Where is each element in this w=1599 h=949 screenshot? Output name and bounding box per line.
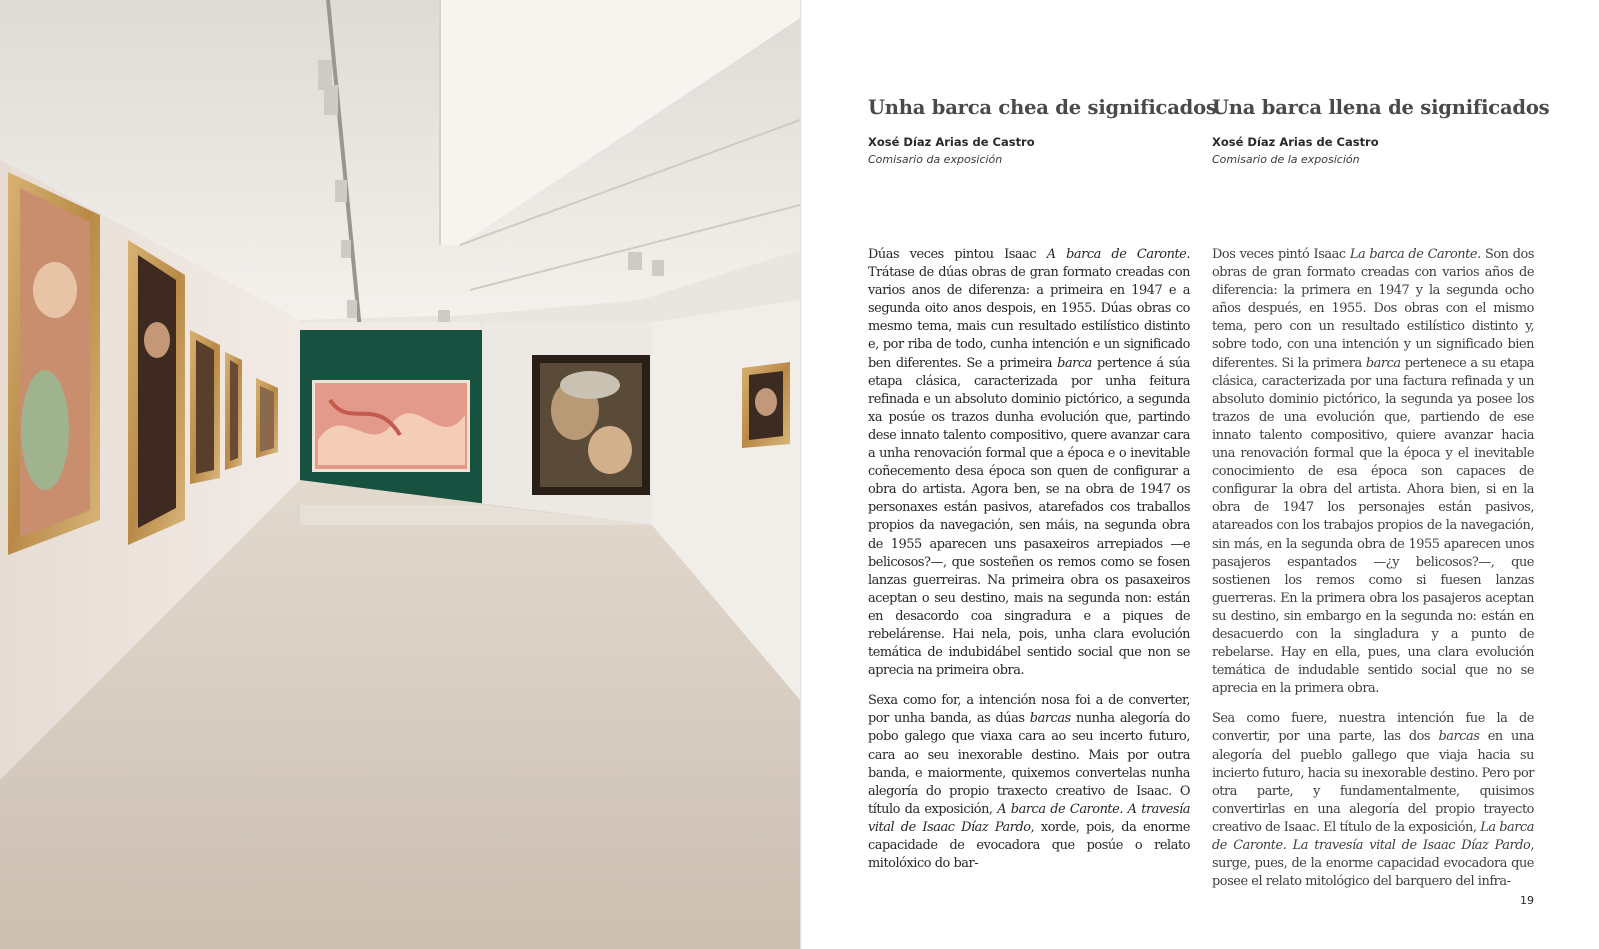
- spanish-author: Xosé Díaz Arias de Castro: [1212, 135, 1379, 149]
- italic-title-run: A barca de Caronte. A travesía vital de Isaac Díaz Pardo: [868, 801, 1190, 835]
- spanish-role: Comisario de la exposición: [1212, 153, 1360, 166]
- galician-title: Unha barca chea de significados: [868, 96, 1217, 119]
- galician-body: [868, 246, 1190, 885]
- galician-paragraph-1: Dúas veces pintou Isaac A barca de Caronte. Trátase de dúas obras de gran formato creadas con varios anos de diferenza: a primeira en 1947 e a segunda oito anos despois, en 1955. Dúas obras co mesmo tema, mais cun resultado estilístico distinto e, por riba de todo, cunha intención e un significado ben diferentes. Se a primeira barca pertence á súa etapa clásica, caracterizada por unha feitura refinada e un absoluto dominio pictórico, a segunda xa posúe os trazos dunha evolución que, partindo dese innato talento compositivo, quere avanzar cara a unha renovación formal que a época e o inevitable coñecemento desa época son quen de configurar a obra do artista. Agora ben, se na obra de 1947 os personaxes están pasivos, atarefados cos traballos propios da navegación, sen máis, na segunda obra de 1955 aparecen uns pasaxeiros arrepiados —e belicosos?—, que sosteñen os remos como se fosen lanzas guerreiras. Na primeira obra os pasaxeiros aceptan o seu destino, mais na segunda non: están en desacordo coa singradura e a piques de rebelárense. Hai nela, pois, unha clara evolución temática de indubidábel sentido social que non se aprecia na primeira obra.: [868, 247, 1191, 679]
- galician-author: Xosé Díaz Arias de Castro: [868, 135, 1035, 149]
- italic-title-run: barca: [1365, 355, 1401, 371]
- page-number: 19: [1520, 894, 1534, 907]
- spanish-title: Una barca llena de significados: [1212, 96, 1550, 119]
- spanish-paragraph-1: Dos veces pintó Isaac La barca de Caronte. Son dos obras de gran formato creadas con varios años de diferencia: la primera en 1947 y la segunda ocho años después, en 1955. Dos obras con el mismo tema, pero con un resultado estilístico distinto y, sobre todo, con una intención y un significado bien diferentes. Si la primera barca pertenece a su etapa clásica, caracterizada por una factura refinada y un absoluto dominio pictórico, la segunda ya posee los trazos de una evolución que, partiendo de ese innato talento compositivo, quiere avanzar hacia una renovación formal que la época y el inevitable conocimiento de esa época son capaces de configurar la obra del artista. Ahora bien, si en la obra de 1947 los personajes están pasivos, atareados con los trabajos propios de la navegación, sin más, en la segunda obra de 1955 aparecen unos pasajeros espantados —¿y belicosos?—, que sostienen los remos como si fuesen lanzas guerreras. En la primera obra los pasajeros aceptan su destino, sin embargo en la segunda no: están en desacuerdo con la singladura y a punto de rebelarse. Hay en ella, pues, una clara evolución temática de indudable sentido social que no se aprecia en la primera obra.: [1212, 247, 1535, 697]
- italic-title-run: barcas: [1029, 711, 1071, 727]
- italic-title-run: La barca de Caronte: [1349, 247, 1478, 262]
- spanish-column: [1212, 96, 1550, 890]
- galician-column: [868, 96, 1217, 872]
- galician-paragraph-2: Sexa como for, a intención nosa foi a de converter, por unha banda, as dúas barcas nunha alegoría do pobo galego que viaxa cara ao seu incerto futuro, cara ao seu inexorable destino. Mais por outra banda, e maiormente, quixemos convertelas nunha alegoría do propio traxecto creativo de Isaac. O título da exposición, A barca de Caronte. A travesía vital de Isaac Díaz Pardo, xorde, pois, da enorme capacidade de evocadora que posúe o relato mitolóxico do bar-: [868, 693, 1190, 872]
- italic-title-run: A barca de Caronte: [1046, 247, 1187, 262]
- italic-title-run: barcas: [1438, 729, 1480, 745]
- spanish-body: [1212, 246, 1534, 903]
- galician-role: Comisario da exposición: [868, 153, 1003, 166]
- italic-title-run: barca: [1057, 355, 1092, 371]
- italic-title-run: La barca de Caronte. La travesía vital de Isaac Díaz Pardo: [1212, 819, 1534, 853]
- spanish-paragraph-2: Sea como fuere, nuestra intención fue la de convertir, por una parte, las dos barcas en una alegoría del pueblo gallego que viaja hacia su incierto futuro, hacia su inexorable destino. Pero por otra parte, y fundamentalmente, quisimos convertirlas en una alegoría del propio trayecto creativo de Isaac. El título de la exposición, La barca de Caronte. La travesía vital de Isaac Díaz Pardo, surge, pues, de la enorme capacidad evocadora que posee el relato mitológico del barquero del infra-: [1212, 711, 1534, 890]
- page-gutter: [800, 0, 802, 949]
